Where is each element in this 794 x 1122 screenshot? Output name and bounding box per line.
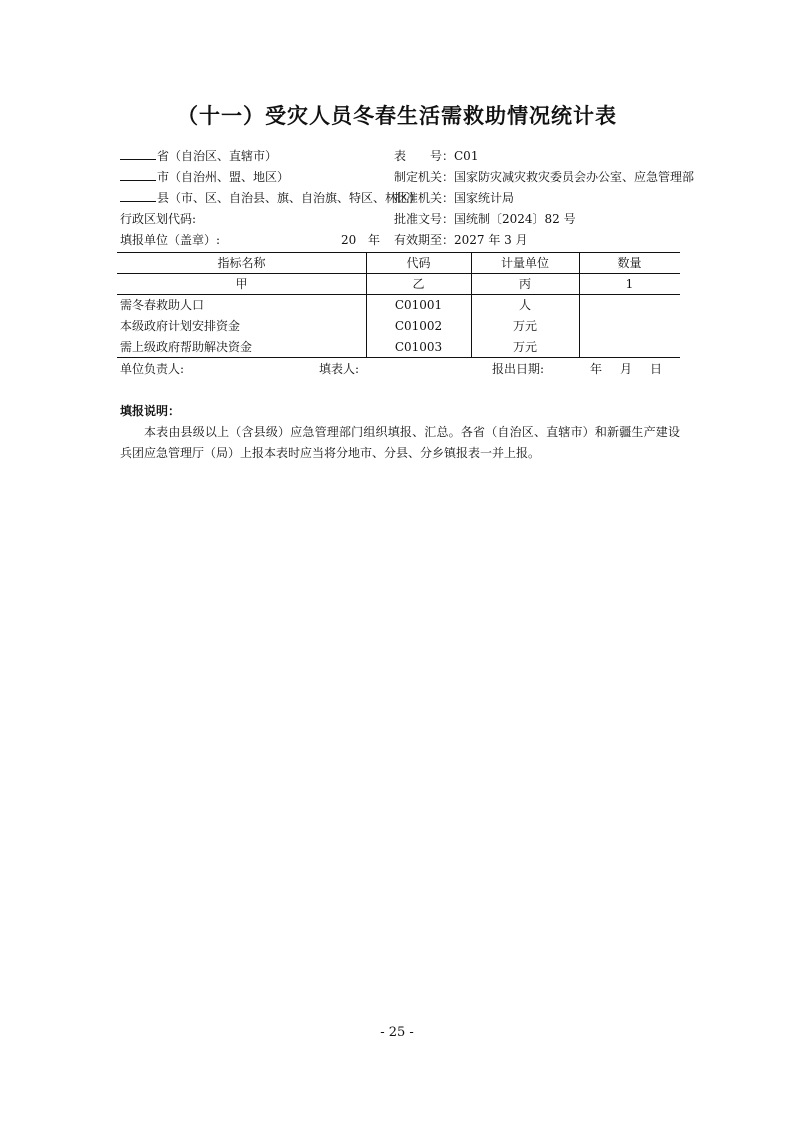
meta-form-no: 表 号：C01 <box>394 149 479 163</box>
sig-date: 报出日期: <box>492 362 545 376</box>
row-unit: 万元 <box>512 340 537 354</box>
row-name: 本级政府计划安排资金 <box>120 319 241 333</box>
row-qty[interactable] <box>579 337 680 357</box>
table-header-unit: 计量单位 <box>500 256 549 270</box>
meta-county <box>120 188 421 208</box>
meta-valid-until: 有效期至：2027 年 3 月 <box>394 233 528 247</box>
table-bottom-rule <box>117 357 680 358</box>
meta-county-label: 县（市、区、自治县、旗、自治旗、特区、林区） <box>157 191 422 205</box>
table-subheader-code: 乙 <box>412 277 425 291</box>
meta-approval-no: 批准文号：国统制〔2024〕82 号 <box>394 212 576 226</box>
row-name: 需冬春救助人口 <box>120 298 205 312</box>
page-title: （十一）受灾人员冬春生活需救助情况统计表 <box>177 104 617 128</box>
meta-city <box>120 167 289 187</box>
table-subheader-name: 甲 <box>235 277 248 291</box>
sig-day: 日 <box>650 362 663 376</box>
table-header-qty: 数量 <box>617 256 642 270</box>
meta-unit: 填报单位（盖章）: <box>120 233 221 247</box>
table-subheader-unit: 丙 <box>518 277 531 291</box>
page-number: - 25 - <box>380 1025 414 1040</box>
province-blank <box>120 146 156 160</box>
row-code: C01003 <box>394 340 443 354</box>
meta-org: 制定机关：国家防灾减灾救灾委员会办公室、应急管理部 <box>394 170 695 184</box>
city-blank <box>120 167 156 181</box>
row-code: C01001 <box>394 298 443 312</box>
county-blank <box>120 188 156 202</box>
row-unit: 人 <box>518 298 531 312</box>
table-header-name: 指标名称 <box>217 256 266 270</box>
sig-filler: 填表人: <box>319 362 360 376</box>
meta-city-label: 市（自治州、盟、地区） <box>157 170 290 184</box>
notes-body: 本表由县级以上（含县级）应急管理部门组织填报、汇总。各省（自治区、直辖市）和新疆生产建设兵团应急管理厅（局）上报本表时应当将分地市、分县、分乡镇报表一并上报。 <box>120 425 680 460</box>
meta-province-label: 省（自治区、直辖市） <box>157 149 278 163</box>
table-header-code: 代码 <box>406 256 431 270</box>
meta-admin-code: 行政区划代码: <box>120 212 197 226</box>
row-unit: 万元 <box>512 319 537 333</box>
notes-title: 填报说明： <box>120 404 181 418</box>
meta-year-suffix: 年 <box>368 233 381 247</box>
row-qty[interactable] <box>579 316 680 336</box>
sig-year: 年 <box>590 362 603 376</box>
table-subheader-qty: 1 <box>625 277 634 291</box>
sig-leader: 单位负责人: <box>120 362 185 376</box>
meta-year-prefix: 20 <box>341 233 357 247</box>
sig-month: 月 <box>620 362 633 376</box>
meta-approver: 批准机关：国家统计局 <box>394 191 515 205</box>
meta-province <box>120 146 277 166</box>
row-name: 需上级政府帮助解决资金 <box>120 340 253 354</box>
row-qty[interactable] <box>579 295 680 315</box>
row-code: C01002 <box>394 319 443 333</box>
